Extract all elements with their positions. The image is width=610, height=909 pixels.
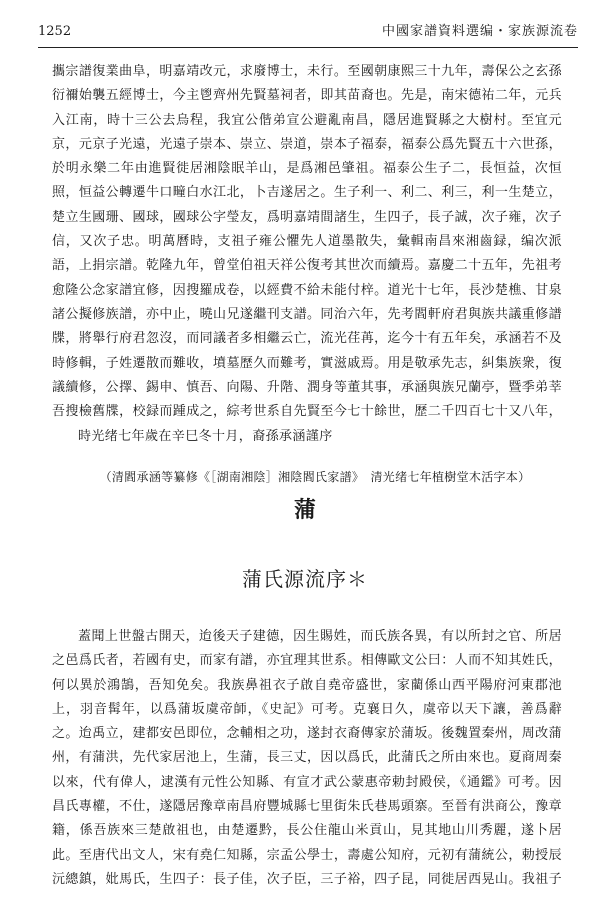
page-number: 1252 <box>38 24 72 39</box>
section-body-paragraph: 蓋聞上世盤古開天，迨後天子建德，因生賜姓，而氏族各異，有以所封之官、所居之邑爲氏者，若國有史，而家有譜，亦宜理其世系。相傳歐文公曰：人而不知其姓氏，何以異於鴻鵠，吾知免矣。我族鼻祖衣子啟自堯帝盛世，家藺係山西平陽府河東郡池上，羽音髯年，以爲蒲坂虞帝師，《史記》可考。克襄日久，虞帝以天下讓，善爲辭之。迨禹立，建都安邑即位，念輔相之功，遂封衣裔傳家於蒲坂。後魏置秦州，周改蒲州，有蒲洪，先代家居池上，生蒲，長三丈，因以爲氏，此蒲氏之所由來也。夏商周秦以來，代有偉人，逮漢有元性公知縣、有宣才武公蒙惠帝勅封殿侯，《通鑑》可考。因昌氏專權，不仕，遂隱居豫章南昌府豐城縣七里街朱氏巷馬頭寨。至晉有洪商公，豫章籍，係吾族來三楚啟祖也，由楚遷黔，長公住龍山米貢山，見其地山川秀麗，遂卜居此。至唐代出文人，宋有堯仁知縣，宗孟公學士，壽處公知府，元初有蒲統公，勅授辰沅總鎮，妣馬氏，生四子：長子佳，次子臣，三子裕，四子昆，同徙居西晃山。我祖子 <box>52 629 562 887</box>
running-title: 中國家譜資料選编・家族源流卷 <box>381 24 578 39</box>
source-citation: （清閻承涵等纂修《［湖南湘陰］湘陰閻氏家譜》 清光绪七年植樹堂木活字本） <box>99 470 531 484</box>
preface-continuation-paragraph: 攜宗譜復業曲阜，明嘉靖改元，求廢博士，未行。至國朝康熙三十九年，壽保公之玄孫衍禰始襲五經博士，今主鬯齊州先賢墓祠者，即其苗裔也。先是，南宋德祐二年，元兵入江南，時十三公去烏程，我宜公偕弟宣公避亂南昌，隱居進賢縣之大樹村。至宜元京，元京子光遠，光遠子崇本、崇立、崇道，崇本子福泰，福泰公爲先賢五十六世孫，於明永樂二年由進賢徙居湘陰眠羊山，是爲湘邑肇祖。福泰公生子二，長恒益，次恒照，恒益公轉遷牛口疃白水江北，卜吉遂居之。生子利一、利二、利三，利一生楚立，楚立生國珊、國球，國球公字瑩友，爲明嘉靖間諸生，生四子，長子誠，次子雍，次子信，又次子忠。明萬曆時，支祖子雍公懼先人道墨散失，彙輯南昌來湘齒録，编次派語，上捐宗譜。乾隆九年，曾堂伯祖天祥公復考其世次而續焉。嘉慶二十五年，先祖考愈隆公念家譜宜修，因搜羅成卷，以經費不給未能付梓。道光十七年，長沙楚樵、甘泉諸公擬修族譜，亦中止，曉山兄遂繼刊支譜。同治六年，先考閻軒府君與族共議重修譜牒，將舉行府君忽沒，而同議者多相繼云亡，流光荏苒，迄今十有五年矣，承涵若不及時修輯，子姓遷散而難收，墳墓歷久而難考，實滋戚焉。用是敬承先志，糾集族衆，復議續修，公擇、錫申、慎吾、向陽、升階、潤身等董其事，承涵與族兄蘭亭，暨季弟莘吾搜檢舊牒，校録而踵成之，綜考世系自先賢至今七十餘世，歷二千四百七十又八年， <box>52 64 562 420</box>
section-title: 蒲氏源流序＊ <box>242 567 368 591</box>
page-header <box>38 20 578 44</box>
header-rule <box>38 47 578 48</box>
surname-heading: 蒲 <box>293 497 316 523</box>
preface-signature-line: 時光绪七年歲在辛巳冬十月，裔孫承涵謹序 <box>78 429 333 444</box>
